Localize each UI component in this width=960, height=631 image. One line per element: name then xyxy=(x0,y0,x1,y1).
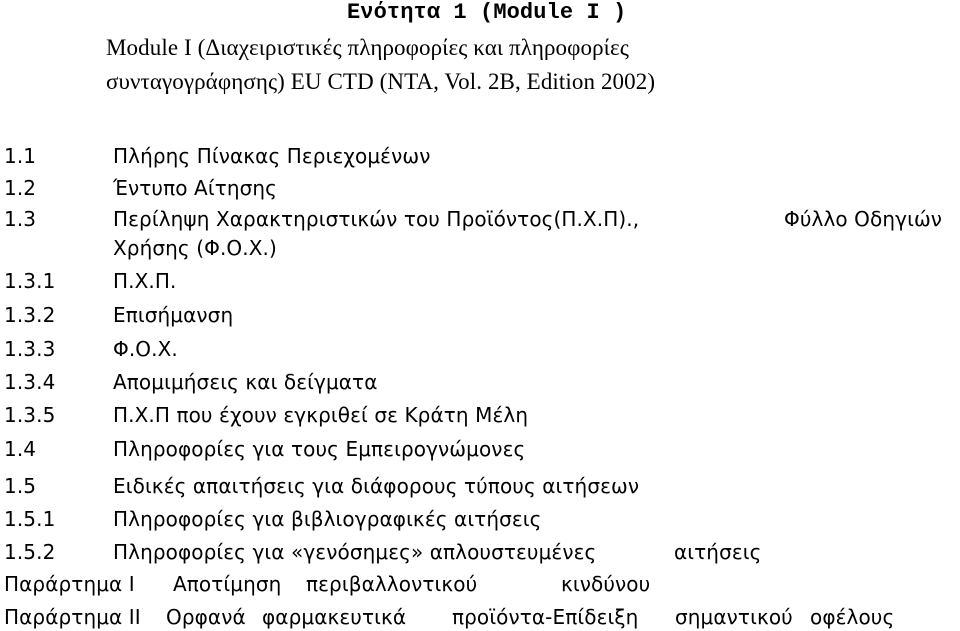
toc-text: Απομιμήσεις και δείγματα xyxy=(113,370,378,394)
annex-word: φαρμακευτικά xyxy=(262,605,407,629)
toc-number: 1.3.1 xyxy=(4,269,56,293)
toc-number: 1.3.2 xyxy=(4,303,56,327)
toc-number: 1.5 xyxy=(4,474,37,498)
toc-text: Περίληψη Χαρακτηριστικών του Προϊόντος(Π.Χ.Π)., xyxy=(113,207,640,231)
subtitle-line-1: Module I (Διαχειριστικές πληροφορίες και πληροφορίες xyxy=(106,35,629,60)
annex-word: κινδύνου xyxy=(561,572,651,596)
toc-text-continued: Χρήσης (Φ.Ο.Χ.) xyxy=(113,236,277,260)
toc-number: 1.3.3 xyxy=(4,337,56,361)
toc-text: Ειδικές απαιτήσεις για διάφορους τύπους αιτήσεων xyxy=(113,474,640,498)
toc-number: 1.4 xyxy=(4,437,37,461)
toc-text: Π.Χ.Π που έχουν εγκριθεί σε Κράτη Μέλη xyxy=(113,403,529,427)
toc-text-extra: αιτήσεις xyxy=(674,540,762,564)
toc-text: Πλήρης Πίνακας Περιεχομένων xyxy=(113,144,431,168)
toc-number: 1.1 xyxy=(4,144,37,168)
annex-word: προϊόντα-Επίδειξη xyxy=(452,605,639,629)
toc-number: 1.5.1 xyxy=(4,507,56,531)
toc-number: 1.5.2 xyxy=(4,540,56,564)
toc-number: 1.3 xyxy=(4,207,37,231)
toc-text: Πληροφορίες για βιβλιογραφικές αιτήσεις xyxy=(113,507,542,531)
toc-text: Έντυπο Αίτησης xyxy=(113,176,277,200)
annex-word: σημαντικού xyxy=(675,605,793,629)
toc-number: 1.2 xyxy=(4,176,37,200)
page-title: Ενότητα 1 (Module I ) xyxy=(347,0,627,25)
annex-label: Παράρτημα Ι xyxy=(4,572,135,596)
toc-text: Φ.Ο.Χ. xyxy=(113,337,178,361)
annex-label: Παράρτημα ΙΙ xyxy=(4,605,141,629)
toc-text: Π.Χ.Π. xyxy=(113,269,177,293)
toc-number: 1.3.4 xyxy=(4,370,56,394)
toc-text: Πληροφορίες για «γενόσημες» απλουστευμένες xyxy=(113,540,597,564)
toc-number: 1.3.5 xyxy=(4,403,56,427)
toc-text: Επισήμανση xyxy=(113,303,234,327)
toc-text: Πληροφορίες για τους Εμπειρογνώμονες xyxy=(113,437,526,461)
annex-word: Ορφανά xyxy=(166,605,246,629)
subtitle-line-2: συνταγογράφησης) EU CTD (NTA, Vol. 2B, Edition 2002) xyxy=(106,69,656,94)
toc-text-extra: Φύλλο Οδηγιών xyxy=(784,207,943,231)
annex-word: περιβαλλοντικού xyxy=(306,572,478,596)
annex-word: Αποτίμηση xyxy=(173,572,282,596)
annex-word: οφέλους xyxy=(810,605,895,629)
